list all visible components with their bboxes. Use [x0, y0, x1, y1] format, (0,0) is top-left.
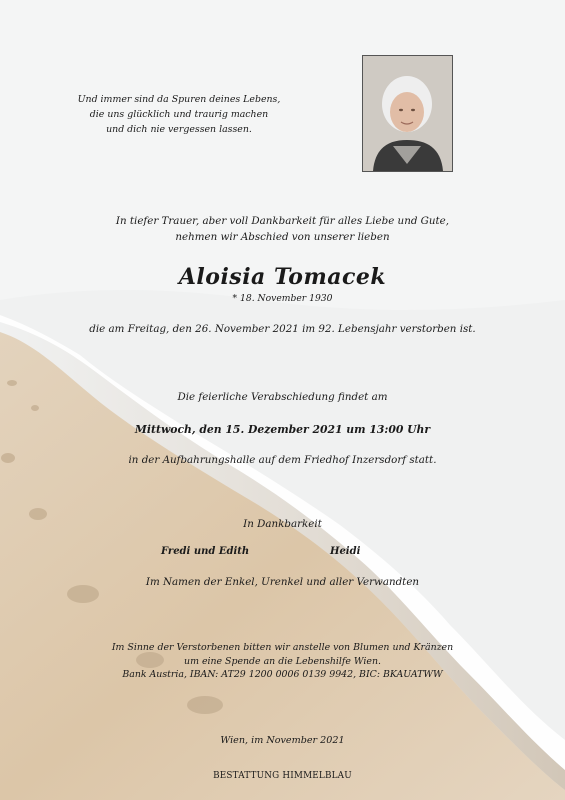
- closing-place-date: Wien, im November 2021: [220, 735, 345, 746]
- birth-date: * 18. November 1930: [232, 293, 333, 304]
- deceased-name: Aloisia Tomacek: [178, 264, 387, 290]
- request-line: Bank Austria, IBAN: AT29 1200 0006 0139 9942, BIC: BKAUATWW: [122, 669, 443, 680]
- poem-line: und dich nie vergessen lassen.: [106, 124, 252, 135]
- poem-line: die uns glücklich und traurig machen: [89, 109, 269, 120]
- mourner-name: Fredi und Edith: [161, 546, 250, 557]
- intro-text: [0, 213, 565, 245]
- mourner-name: Heidi: [330, 546, 361, 557]
- ceremony-intro: Die feierliche Verabschiedung findet am: [177, 391, 388, 403]
- mourners-heading: In Dankbarkeit: [243, 518, 322, 530]
- ceremony-place: in der Aufbahrungshalle auf dem Friedhof Inzersdorf statt.: [128, 454, 437, 466]
- poem-line: Und immer sind da Spuren deines Lebens,: [77, 94, 281, 105]
- family-line: Im Namen der Enkel, Urenkel und aller Verwandten: [145, 576, 420, 588]
- request-line: Im Sinne der Verstorbenen bitten wir anstelle von Blumen und Kränzen: [111, 642, 454, 653]
- death-notice: die am Freitag, den 26. November 2021 im 92. Lebensjahr verstorben ist.: [89, 323, 476, 335]
- ceremony-date-time: Mittwoch, den 15. Dezember 2021 um 13:00 Uhr: [134, 423, 431, 436]
- intro-line: nehmen wir Abschied von unserer lieben: [175, 231, 390, 243]
- intro-line: In tiefer Trauer, aber voll Dankbarkeit für alles Liebe und Gute,: [115, 215, 450, 227]
- poem: [70, 92, 288, 137]
- portrait-photo: [362, 55, 453, 172]
- donation-request: [0, 641, 565, 682]
- funeral-home: BESTATTUNG HIMMELBLAU: [213, 771, 352, 781]
- request-line: um eine Spende an die Lebenshilfe Wien.: [184, 655, 381, 667]
